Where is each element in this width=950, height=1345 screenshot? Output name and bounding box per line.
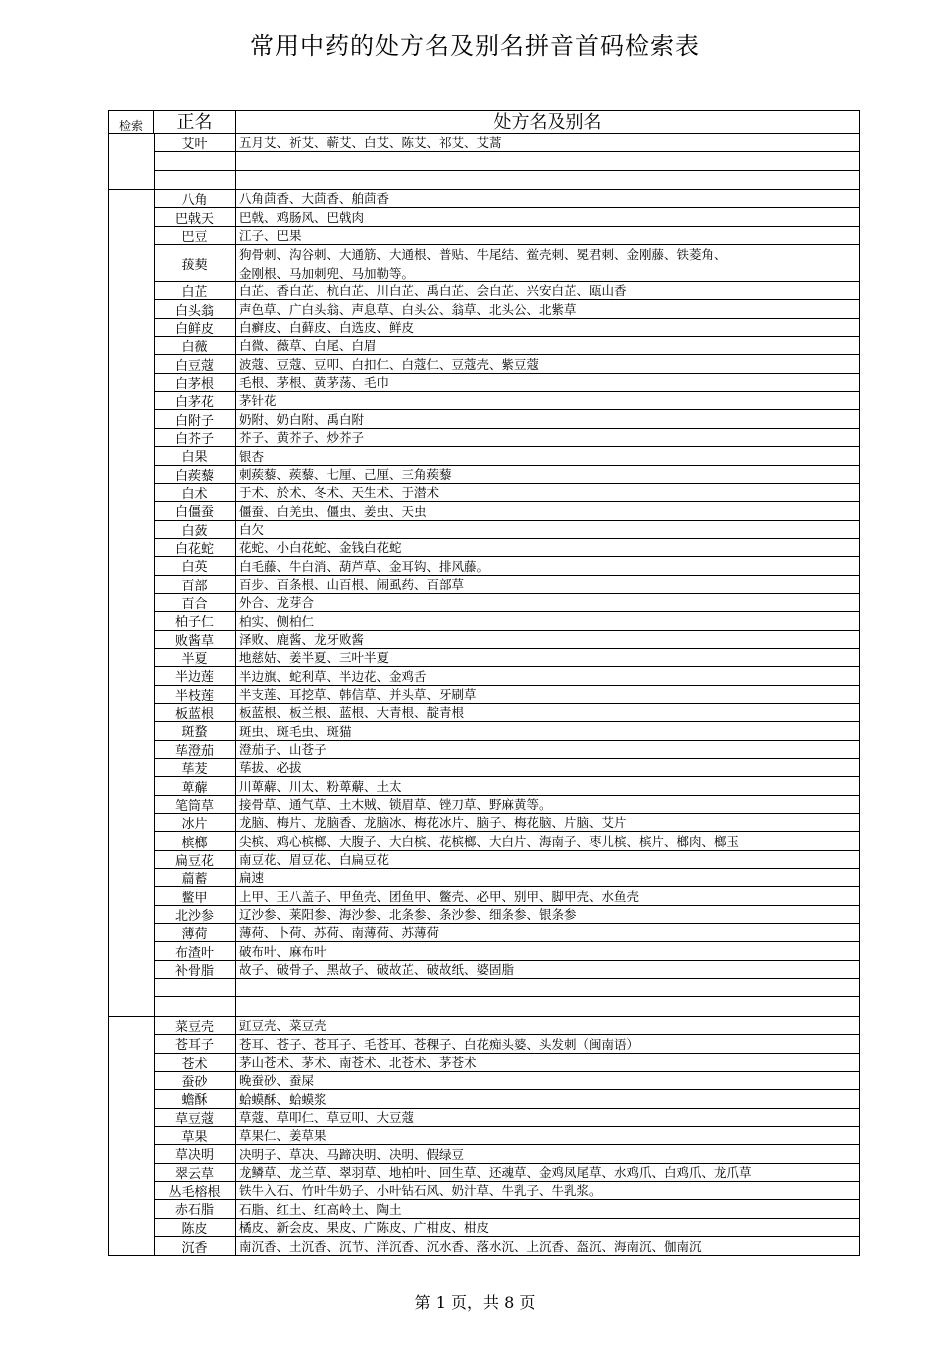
herb-name: 赤石脂 bbox=[154, 1200, 236, 1217]
herb-aliases: 白微、薇草、白尾、白眉 bbox=[239, 338, 377, 354]
herb-aliases: 白癣皮、白藓皮、白选皮、鲜皮 bbox=[239, 320, 415, 336]
herb-aliases: 银杏 bbox=[239, 448, 265, 464]
herb-aliases: 芥子、黄芥子、炒芥子 bbox=[239, 430, 365, 446]
herb-name: 白茅花 bbox=[154, 392, 236, 409]
herb-name: 板蓝根 bbox=[154, 704, 236, 721]
herb-aliases: 声色草、广白头翁、声息草、白头公、翁草、北头公、北紫草 bbox=[239, 301, 577, 317]
herb-aliases bbox=[236, 171, 859, 189]
herb-aliases: 荜拔、必拔 bbox=[239, 760, 302, 776]
table-row bbox=[154, 851, 859, 869]
herb-aliases: 柏实、侧柏仁 bbox=[239, 613, 315, 629]
table-row bbox=[154, 1127, 859, 1145]
table-row bbox=[154, 190, 859, 208]
table-row bbox=[154, 484, 859, 502]
herb-name: 半边莲 bbox=[154, 667, 236, 684]
table-row bbox=[154, 869, 859, 887]
herb-name: 苍耳子 bbox=[154, 1035, 236, 1052]
herb-aliases: 斑虫、斑毛虫、斑猫 bbox=[239, 723, 352, 739]
herb-aliases: 上甲、王八盖子、甲鱼壳、团鱼甲、鳖壳、必甲、别甲、脚甲壳、水鱼壳 bbox=[239, 888, 640, 904]
herb-aliases: 橘皮、新会皮、果皮、广陈皮、广柑皮、柑皮 bbox=[239, 1219, 490, 1235]
herb-name: 白花蛇 bbox=[154, 539, 236, 556]
herb-aliases: 辽沙参、莱阳参、海沙参、北条参、条沙参、细条参、银条参 bbox=[239, 907, 577, 923]
herb-name: 白薇 bbox=[154, 337, 236, 354]
herb-name: 冰片 bbox=[154, 814, 236, 831]
table-row bbox=[154, 282, 859, 300]
table-row bbox=[154, 1219, 859, 1237]
table-row bbox=[154, 227, 859, 245]
table-row bbox=[154, 612, 859, 630]
header-name: 正名 bbox=[154, 111, 236, 133]
herb-name: 半枝莲 bbox=[154, 686, 236, 703]
herb-aliases: 破布叶、麻布叶 bbox=[239, 943, 327, 959]
herb-aliases: 龙脑、梅片、龙脑香、龙脑冰、梅花冰片、脑子、梅花脑、片脑、艾片 bbox=[239, 815, 627, 831]
herb-aliases: 波蔻、豆蔻、豆叩、白扣仁、白蔻仁、豆蔻壳、紫豆蔻 bbox=[239, 356, 540, 372]
herb-aliases bbox=[236, 979, 859, 996]
herb-name: 扁豆花 bbox=[154, 851, 236, 868]
herb-name: 白英 bbox=[154, 557, 236, 574]
table-row bbox=[154, 832, 859, 850]
table-row bbox=[154, 667, 859, 685]
table-row bbox=[154, 447, 859, 465]
letter-section bbox=[108, 190, 860, 1017]
herb-name: 翠云草 bbox=[154, 1164, 236, 1181]
herb-name: 白僵蚕 bbox=[154, 502, 236, 519]
herb-aliases: 石脂、红土、红高岭土、陶土 bbox=[239, 1201, 402, 1217]
herb-name: 白果 bbox=[154, 447, 236, 464]
table-row bbox=[154, 1054, 859, 1072]
herb-name: 艾叶 bbox=[154, 134, 236, 151]
herb-aliases bbox=[236, 245, 859, 281]
table-row bbox=[154, 171, 859, 189]
herb-name bbox=[154, 171, 236, 189]
table-row bbox=[154, 1200, 859, 1218]
herb-name: 败酱草 bbox=[154, 631, 236, 648]
herb-name: 荜茇 bbox=[154, 759, 236, 776]
herb-aliases: 决明子、草决、马蹄决明、决明、假绿豆 bbox=[239, 1146, 465, 1162]
herb-name: 半夏 bbox=[154, 649, 236, 666]
herb-name: 萆薢 bbox=[154, 777, 236, 794]
herb-aliases: 白欠 bbox=[239, 521, 265, 537]
table-row bbox=[154, 924, 859, 942]
herb-name: 补骨脂 bbox=[154, 961, 236, 978]
table-header bbox=[108, 110, 860, 134]
table-row bbox=[154, 429, 859, 447]
herb-name: 白蔹 bbox=[154, 521, 236, 538]
herb-aliases: 接骨草、通气草、土木贼、锁眉草、锉刀草、野麻黄等。 bbox=[239, 797, 552, 813]
herb-aliases: 江子、巴果 bbox=[239, 228, 302, 244]
herb-name: 白芷 bbox=[154, 282, 236, 299]
table-row bbox=[154, 979, 859, 997]
herb-aliases: 外合、龙芽合 bbox=[239, 595, 315, 611]
table-row bbox=[154, 887, 859, 905]
herb-name: 百合 bbox=[154, 594, 236, 611]
herb-name: 陈皮 bbox=[154, 1219, 236, 1236]
table-row bbox=[154, 1072, 859, 1090]
table-row bbox=[154, 1237, 859, 1255]
herb-aliases: 蛤蟆酥、蛤蟆浆 bbox=[239, 1091, 327, 1107]
table-row bbox=[154, 649, 859, 667]
herb-name: 巴戟天 bbox=[154, 208, 236, 225]
letter-section bbox=[108, 1017, 860, 1256]
table-row bbox=[154, 1164, 859, 1182]
table-row bbox=[154, 942, 859, 960]
herb-aliases: 茅山苍术、茅术、南苍术、北苍术、茅苍术 bbox=[239, 1054, 477, 1070]
table-row bbox=[154, 631, 859, 649]
herb-aliases: 晚蚕砂、蚕屎 bbox=[239, 1073, 315, 1089]
page-title: 常用中药的处方名及别名拼音首码检索表 bbox=[250, 32, 700, 60]
herb-name: 蟾酥 bbox=[154, 1090, 236, 1107]
herb-aliases: 奶附、奶白附、禹白附 bbox=[239, 411, 365, 427]
herb-name: 巴豆 bbox=[154, 227, 236, 244]
herb-aliases bbox=[236, 997, 859, 1015]
herb-aliases: 花蛇、小白花蛇、金钱白花蛇 bbox=[239, 540, 402, 556]
herb-aliases: 巴戟、鸡肠风、巴戟肉 bbox=[239, 209, 365, 225]
header-index: 检索 bbox=[109, 111, 154, 133]
table-row bbox=[154, 1182, 859, 1200]
herb-name: 白头翁 bbox=[154, 300, 236, 317]
table-row bbox=[154, 704, 859, 722]
herb-aliases: 泽败、鹿酱、龙牙败酱 bbox=[239, 631, 365, 647]
index-column bbox=[109, 190, 155, 1016]
herb-index-table bbox=[108, 110, 860, 1256]
herb-aliases: 百步、百条根、山百根、闹虱药、百部草 bbox=[239, 576, 465, 592]
herb-name: 菝葜 bbox=[154, 245, 236, 281]
herb-name: 白芥子 bbox=[154, 429, 236, 446]
herb-name: 苍术 bbox=[154, 1054, 236, 1071]
table-row bbox=[154, 759, 859, 777]
header-alias: 处方名及别名 bbox=[493, 112, 602, 133]
herb-aliases: 草蔻、草叩仁、草豆叩、大豆蔻 bbox=[239, 1109, 415, 1125]
table-row bbox=[154, 814, 859, 832]
table-row bbox=[154, 539, 859, 557]
herb-aliases-line: 金刚根、马加刺兜、马加勒等。 bbox=[239, 266, 415, 282]
herb-aliases: 五月艾、祈艾、蕲艾、白艾、陈艾、祁艾、艾蒿 bbox=[239, 135, 502, 151]
herb-name: 布渣叶 bbox=[154, 942, 236, 959]
table-row bbox=[154, 906, 859, 924]
herb-name: 草豆蔻 bbox=[154, 1109, 236, 1126]
herb-name: 白豆蔻 bbox=[154, 355, 236, 372]
herb-name: 萹蓄 bbox=[154, 869, 236, 886]
index-column bbox=[109, 1017, 155, 1255]
table-row bbox=[154, 1035, 859, 1053]
herb-aliases: 白芷、香白芷、杭白芷、川白芷、禹白芷、会白芷、兴安白芷、瓯山香 bbox=[239, 283, 627, 299]
herb-aliases: 白毛藤、牛白消、葫芦草、金耳钩、排风藤。 bbox=[239, 558, 490, 574]
herb-aliases: 于术、於术、冬术、天生术、于潜术 bbox=[239, 485, 440, 501]
herb-aliases: 扁速 bbox=[239, 870, 265, 886]
herb-aliases: 板蓝根、板兰根、蓝根、大青根、靛青根 bbox=[239, 705, 465, 721]
table-row bbox=[154, 355, 859, 373]
page-footer: 第 1 页，共 8 页 bbox=[414, 1293, 536, 1312]
table-row bbox=[154, 245, 859, 282]
table-row bbox=[154, 1109, 859, 1127]
herb-aliases bbox=[236, 152, 859, 169]
herb-name: 北沙参 bbox=[154, 906, 236, 923]
herb-aliases: 铁牛入石、竹叶牛奶子、小叶钻石风、奶汁草、牛乳子、牛乳浆。 bbox=[239, 1183, 602, 1199]
herb-name: 八角 bbox=[154, 190, 236, 207]
herb-name: 白附子 bbox=[154, 410, 236, 427]
table-row bbox=[154, 777, 859, 795]
table-row bbox=[154, 997, 859, 1015]
table-row bbox=[154, 134, 859, 152]
table-row bbox=[154, 208, 859, 226]
herb-aliases: 龙鳞草、龙兰草、翠羽草、地柏叶、回生草、还魂草、金鸡凤尾草、水鸡爪、白鸡爪、龙爪草 bbox=[239, 1164, 752, 1180]
herb-name: 蚕砂 bbox=[154, 1072, 236, 1089]
herb-aliases: 南豆花、眉豆花、白扁豆花 bbox=[239, 852, 390, 868]
table-row bbox=[154, 521, 859, 539]
table-row bbox=[154, 152, 859, 170]
herb-name bbox=[154, 979, 236, 996]
table-row bbox=[154, 319, 859, 337]
table-row bbox=[154, 796, 859, 814]
herb-name: 薄荷 bbox=[154, 924, 236, 941]
herb-aliases: 半支莲、耳挖草、韩信草、并头草、牙刷草 bbox=[239, 686, 477, 702]
herb-aliases: 茅针花 bbox=[239, 393, 277, 409]
herb-name: 柏子仁 bbox=[154, 612, 236, 629]
herb-aliases: 草果仁、姜草果 bbox=[239, 1128, 327, 1144]
herb-name: 草决明 bbox=[154, 1145, 236, 1162]
table-row bbox=[154, 466, 859, 484]
herb-aliases: 南沉香、土沉香、沉节、洋沉香、沉水香、落水沉、上沉香、盔沉、海南沉、伽南沉 bbox=[239, 1239, 702, 1255]
table-row bbox=[154, 686, 859, 704]
herb-name bbox=[154, 997, 236, 1015]
table-row bbox=[154, 374, 859, 392]
table-row bbox=[154, 1090, 859, 1108]
herb-aliases-line: 狗骨刺、沟谷刺、大通筋、大通根、普贴、牛尾结、鲎壳刺、冕君刺、金刚藤、铁菱角、 bbox=[239, 247, 727, 263]
herb-name: 丛毛榕根 bbox=[154, 1182, 236, 1199]
table-row bbox=[154, 300, 859, 318]
table-row bbox=[154, 392, 859, 410]
herb-name: 白蒺藜 bbox=[154, 466, 236, 483]
herb-name: 斑蝥 bbox=[154, 722, 236, 739]
herb-aliases: 半边旗、蛇利草、半边花、金鸡舌 bbox=[239, 668, 427, 684]
herb-aliases: 澄茄子、山苍子 bbox=[239, 742, 327, 757]
herb-name: 白鲜皮 bbox=[154, 319, 236, 336]
herb-name: 白术 bbox=[154, 484, 236, 501]
herb-name: 笔筒草 bbox=[154, 796, 236, 813]
table-row bbox=[154, 576, 859, 594]
herb-aliases: 地慈姑、姜半夏、三叶半夏 bbox=[239, 650, 390, 666]
herb-aliases: 苍耳、苍子、苍耳子、毛苍耳、苍稞子、白花痴头婆、头发刺（闽南语） bbox=[239, 1036, 640, 1052]
herb-name: 槟榔 bbox=[154, 832, 236, 849]
table-row bbox=[154, 337, 859, 355]
herb-aliases: 川萆薢、川太、粉萆薢、土太 bbox=[239, 778, 402, 794]
herb-name bbox=[154, 152, 236, 169]
herb-name: 草果 bbox=[154, 1127, 236, 1144]
letter-section bbox=[108, 134, 860, 190]
herb-aliases: 尖槟、鸡心槟榔、大腹子、大白槟、花槟榔、大白片、海南子、枣儿槟、槟片、榔肉、榔玉 bbox=[239, 833, 740, 849]
herb-name: 白茅根 bbox=[154, 374, 236, 391]
herb-aliases: 毛根、茅根、黄茅荡、毛巾 bbox=[239, 375, 390, 391]
herb-aliases: 薄荷、卜荷、苏荷、南薄荷、苏薄荷 bbox=[239, 925, 440, 941]
table-row bbox=[154, 502, 859, 520]
herb-aliases: 刺蒺藜、蒺藜、七厘、己厘、三角蒺藜 bbox=[239, 466, 452, 482]
table-row bbox=[154, 410, 859, 428]
herb-aliases: 僵蚕、白羌虫、僵虫、姜虫、天虫 bbox=[239, 503, 427, 519]
herb-aliases: 八角茴香、大茴香、舶茴香 bbox=[239, 191, 390, 207]
herb-aliases: 故子、破骨子、黑故子、破故芷、破故纸、婆固脂 bbox=[239, 962, 515, 978]
herb-name: 鳖甲 bbox=[154, 887, 236, 904]
herb-name: 荜澄茄 bbox=[154, 741, 236, 758]
herb-aliases: 豇豆壳、菜豆壳 bbox=[239, 1018, 327, 1034]
table-row bbox=[154, 1145, 859, 1163]
herb-name: 百部 bbox=[154, 576, 236, 593]
table-row bbox=[154, 741, 859, 759]
table-row bbox=[154, 961, 859, 979]
table-row bbox=[154, 557, 859, 575]
table-row bbox=[154, 722, 859, 740]
table-row bbox=[154, 1017, 859, 1035]
herb-name: 菜豆壳 bbox=[154, 1017, 236, 1034]
index-column bbox=[109, 134, 155, 189]
table-row bbox=[154, 594, 859, 612]
herb-name: 沉香 bbox=[154, 1237, 236, 1255]
